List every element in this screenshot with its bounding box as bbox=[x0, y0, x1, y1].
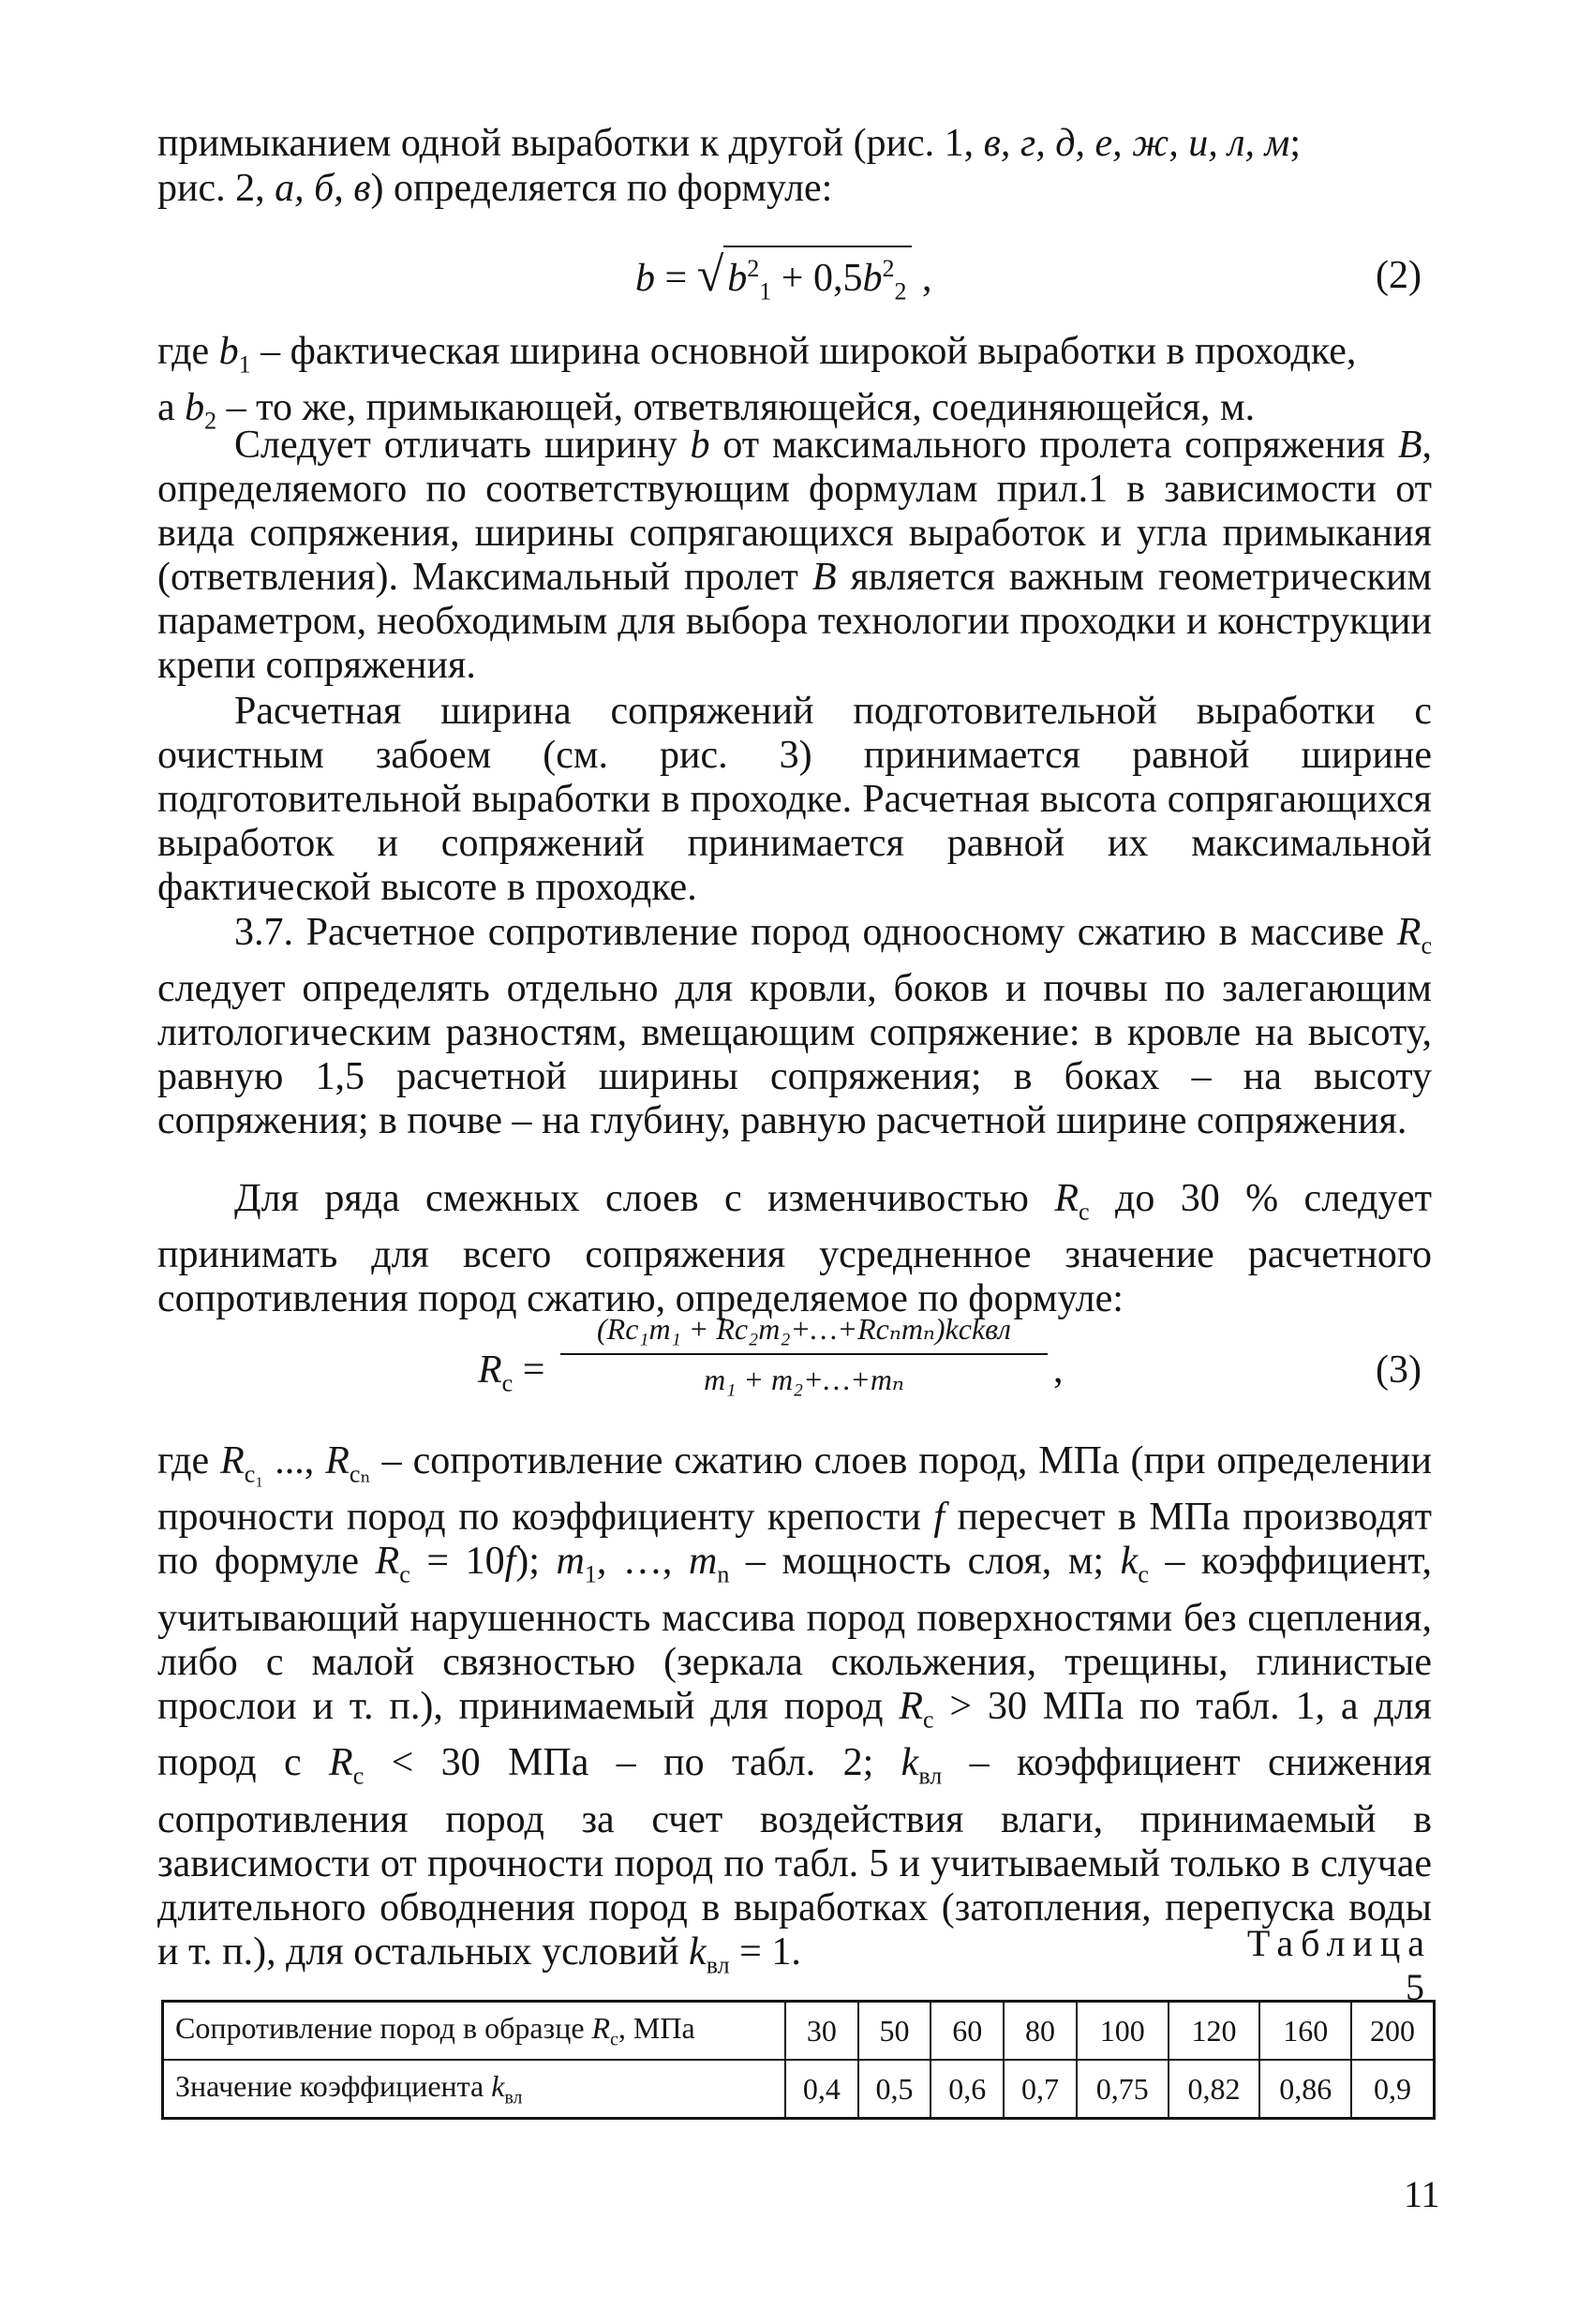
strength-cell: 60 bbox=[930, 2002, 1004, 2061]
table-row-strength bbox=[163, 2002, 1435, 2061]
coefficient-cell: 0,82 bbox=[1169, 2060, 1260, 2119]
row-label-coefficient: Значение коэффициента $k_{вл}$ bbox=[163, 2060, 786, 2119]
strength-cell: 160 bbox=[1259, 2002, 1351, 2061]
coefficient-cell: 0,6 bbox=[930, 2060, 1004, 2119]
intro-line-2: рис. 2, а, б, в) определяется по формуле: bbox=[157, 167, 833, 210]
coefficient-cell: 0,7 bbox=[1004, 2060, 1077, 2119]
formula-3-denominator: m₁ + m₂+…+mₙ bbox=[704, 1363, 904, 1396]
coefficient-cell: 0,9 bbox=[1351, 2060, 1434, 2119]
formula-3-tail: , bbox=[1053, 1348, 1064, 1392]
intro-line-1: примыканием одной выработки к другой (рис. 1, в, г, д, е, ж, и, л, м; bbox=[157, 122, 1302, 165]
formula-3-number: (3) bbox=[1376, 1348, 1422, 1392]
formula-3-numerator: (Rc₁m₁ + Rc₂m₂+…+Rcₙmₙ)kckвл bbox=[596, 1312, 1011, 1346]
strength-cell: 120 bbox=[1169, 2002, 1260, 2061]
figure-letters-1: в, г, д, е, ж, и, л, м bbox=[983, 122, 1290, 165]
strength-cell: 50 bbox=[858, 2002, 931, 2061]
paragraph-3-7: 3.7. Расчетное сопротивление пород одноосному сжатию в массиве $R_c$ следует определять отдельно для кровли, боков и почвы по залегающим литологическим разностям, вмещающим сопряжение: в кровле на высоту, равную 1,5 расчетной ширины сопряжения; в боках – на высоту сопряжения; в почве – на глубину, равную расчетной ширине сопряжения. bbox=[157, 911, 1432, 1143]
formula-2-number: (2) bbox=[1376, 254, 1422, 297]
strength-cell: 30 bbox=[785, 2002, 858, 2061]
coefficient-cell: 0,4 bbox=[785, 2060, 858, 2119]
page-number: 11 bbox=[1404, 2173, 1440, 2215]
row-label-strength: Сопротивление пород в образце $R_c$, МПа bbox=[163, 2002, 786, 2061]
figure-letters-2: а, б, в bbox=[275, 167, 371, 210]
table-row-coefficient bbox=[163, 2060, 1435, 2119]
coefficient-cell: 0,75 bbox=[1077, 2060, 1169, 2119]
formula-2: $b = √b^2_1 + 0,5b^2_2$ , bbox=[635, 246, 931, 313]
formula-3-fraction bbox=[560, 1310, 1048, 1398]
where-b-definitions: где $b_1$ – фактическая ширина основной широкой выработки в проходке, а $b_2$ – то же, примыкающей, ответвляющейся, соединяющейся, м. bbox=[157, 330, 1357, 435]
where-rc-definitions: где $R_{c_1}$ ..., $R_{c_n}$ – сопротивление сжатию слоев пород, МПа (при определении прочности пород по коэффициенту крепости f пересчет в МПа производят по формуле $R_c = 10f$); $m_1$, …, $m_n$ – мощность слоя, м; $k_c$ – коэффициент, учитывающий нарушенность массива пород поверхностями без сцепления, либо с малой связностью (зеркала скольжения, трещины, глинистые прослои и т. п.), принимаемый для пород $R_c > 30$ МПа по табл. 1, а для пород с $R_c < 30$ МПа – по табл. 2; $k_{вл}$ – коэффициент снижения сопротивления пород за счет воздействия влаги, принимаемый в зависимости от прочности пород по табл. 5 и учитываемый только в случае длительного обводнения пород в выработках (затопления, перепуска воды и т. п.), для остальных условий $k_{вл} = 1$. bbox=[157, 1439, 1433, 1978]
table-5 bbox=[161, 2000, 1436, 2120]
coefficient-cell: 0,5 bbox=[858, 2060, 931, 2119]
strength-cell: 200 bbox=[1351, 2002, 1434, 2061]
paragraph-design-width: Расчетная ширина сопряжений подготовительной выработки с очистным забоем (см. рис. 3) принимается равной ширине подготовительной выработки в проходке. Расчетная высота сопрягающихся выработок и сопряжений принимается равной их максимальной фактической высоте в проходке. bbox=[157, 690, 1432, 909]
formula-3-lhs: $R_c$ = bbox=[478, 1348, 545, 1397]
paragraph-layers: Для ряда смежных слоев с изменчивостью $R_c$ до 30 % следует принимать для всего сопряжения усредненное значение расчетного сопротивления пород сжатию, определяемое по формуле: bbox=[157, 1177, 1432, 1321]
table-5-caption: Таблица 5 bbox=[1246, 1922, 1432, 2008]
strength-cell: 80 bbox=[1004, 2002, 1077, 2061]
strength-cell: 100 bbox=[1077, 2002, 1169, 2061]
coefficient-cell: 0,86 bbox=[1259, 2060, 1351, 2119]
paragraph-width-vs-span: Следует отличать ширину b от максимального пролета сопряжения B, определяемого по соответствующим формулам прил.1 в зависимости от вида сопряжения, ширины сопрягающихся выработок и угла примыкания (ответвления). Максимальный пролет B является важным геометрическим параметром, необходимым для выбора технологии проходки и конструкции крепи сопряжения. bbox=[157, 424, 1433, 687]
